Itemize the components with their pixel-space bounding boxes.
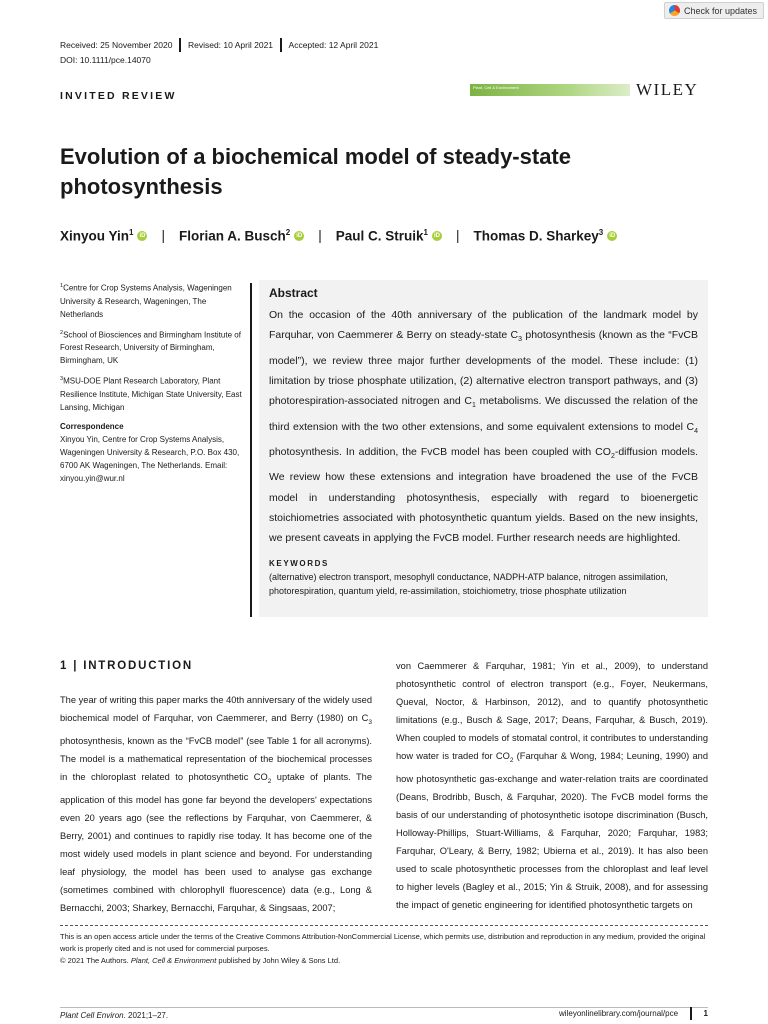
doi[interactable]: DOI: 10.1111/pce.14070 [60, 55, 151, 65]
author[interactable]: Florian A. Busch$^2$ [178, 228, 291, 244]
affiliations [60, 280, 245, 485]
keywords-heading: KEYWORDS [269, 558, 329, 568]
author[interactable]: Paul C. Struik$^1$ [335, 228, 428, 244]
author-separator: | [161, 228, 165, 244]
check-for-updates-button[interactable] [664, 2, 764, 19]
affiliation: $^1$Centre for Crop Systems Analysis, Wageningen University & Research, Wageningen, The Netherlands [60, 283, 232, 319]
license-text: This is an open access article under the terms of the Creative Commons Attribution-NonCommercial License, which permits use, distribution and reproduction in any medium, provided the original work is properly cited and is not used for commercial purposes. [60, 932, 706, 953]
author[interactable]: Xinyou Yin$^1$ [60, 228, 134, 244]
author-list [60, 228, 617, 244]
correspondence-heading: Correspondence [60, 421, 124, 431]
article-type: INVITED REVIEW [60, 90, 177, 102]
author-separator: | [318, 228, 322, 244]
copyright-line: © 2021 The Authors. Plant, Cell & Environment published by John Wiley & Sons Ltd. [60, 956, 341, 965]
revised-date: Revised: 10 April 2021 [187, 40, 274, 50]
correspondence-text: Xinyou Yin, Centre for Crop Systems Analysis, Wageningen University & Research, P.O. Box 430, 6700 AK Wageningen, The Netherlands. Email: xinyou.yin@wur.nl [60, 434, 240, 483]
affiliation: $^3$MSU-DOE Plant Research Laboratory, Plant Resilience Institute, Michigan State University, East Lansing, Michigan [60, 376, 242, 412]
orcid-icon[interactable]: iD [296, 232, 303, 239]
orcid-icon[interactable]: iD [139, 232, 146, 239]
date-divider [280, 38, 282, 52]
check-for-updates-label: Check for updates [683, 5, 757, 16]
article-title: Evolution of a biochemical model of steady-state photosynthesis [60, 144, 571, 199]
section-heading-introduction: 1 | INTRODUCTION [60, 660, 193, 672]
publisher-logo: WILEY [636, 80, 699, 99]
footer-right [559, 1007, 708, 1020]
abstract-panel [259, 280, 708, 617]
body-column-left: The year of writing this paper marks the 40th anniversary of the widely used biochemical model of Farquhar, von Caemmerer, and Berry (1980) on $C_3$ photosynthesis, known as the “FvCB model” (see Table 1 for all acronyms). The model is a mathematical representation of the biochemical processes in the chloroplast related to photosynthetic $CO_2$ uptake of plants. The application of this model has gone far beyond the developers' expectations even 20 years ago (see the reflections by Farquhar, von Caemmerer, & Berry, 2001) and continues to rapidly rise today. It has become one of the most widely used models in plant science and beyond. For understanding leaf physiology, the model has been used to analyse gas exchange (sometimes combined with chlorophyll fluorescence) data (e.g., Long & Bernacchi, 2003; Sharkey, Bernacchi, Farquhar, & Singsaas, 2007; [60, 695, 372, 913]
journal-banner-logo [470, 84, 630, 96]
footer-citation: Plant Cell Environ. 2021;1–27. [60, 1011, 169, 1020]
abstract-divider [250, 283, 252, 617]
orcid-icon[interactable]: iD [433, 232, 440, 239]
author-separator: | [455, 228, 460, 244]
keywords-text: (alternative) electron transport, mesophyll conductance, NADPH-ATP balance, nitrogen assimilation, photorespiration, quantum yield, re-assimilation, stoichiometry, triose phosphate utilization [269, 571, 668, 597]
author[interactable]: Thomas D. Sharkey$^3$ [473, 228, 604, 244]
page-number: 1 [703, 1009, 708, 1018]
journal-url[interactable]: wileyonlinelibrary.com/journal/pce [559, 1009, 679, 1018]
footer-separator [690, 1007, 692, 1020]
received-date: Received: 25 November 2020 [60, 40, 173, 50]
accepted-date: Accepted: 12 April 2021 [288, 40, 379, 50]
orcid-icon[interactable]: iD [609, 232, 616, 239]
journal-banner-text: Plant, Cell & Environment [473, 85, 519, 90]
article-dates [60, 38, 378, 52]
crossmark-icon [669, 5, 680, 16]
abstract-heading: Abstract [269, 286, 318, 300]
footnote-divider [60, 925, 708, 926]
body-column-right: von Caemmerer & Farquhar, 1981; Yin et al., 2009), to understand photosynthetic control of electron transport (e.g., Foyer, Neukermans, Queval, Noctor, & Harbinson, 2012), and to quantify photosynthetic limitations (e.g., Busch & Sage, 2017; Deans, Farquhar, & Busch, 2019). When coupled to models of stomatal control, it contributes to understanding how water is traded for $CO_2$ (Farquhar & Wong, 1984; Leuning, 1990) and how photosynthetic gas-exchange and water-relation traits are coordinated (Deans, Brodribb, Busch, & Farquhar, 2020). The FvCB model forms the basis of our understanding of photosynthetic isotope discrimination (Busch, Holloway-Phillips, Stuart-Williams, & Farquhar, 2020; Farquhar, 1983; Farquhar, O'Leary, & Berry, 1982; Ubierna et al., 2019). It has also been used to scale photosynthetic processes from the chloroplast and leaf level to higher levels (Bagley et al., 2015; Yin & Struik, 2008), and for assessing the impact of genetic engineering for identified photosynthetic targets on [396, 661, 708, 910]
date-divider [179, 38, 181, 52]
affiliation: $^2$School of Biosciences and Birmingham Institute of Forest Research, University of Birmingham, Birmingham, UK [60, 329, 241, 366]
license-notice [60, 931, 720, 967]
abstract-text: On the occasion of the 40th anniversary of the publication of the landmark model by Farquhar, von Caemmerer & Berry on steady-state $C_3$ photosynthesis (known as the “FvCB model”), we review three major further developments of the model. These include: (1) limitation by triose phosphate utilization, (2) alternative electron transport pathways, and (3) photorespiration-associated nitrogen and $C_1$ metabolisms. We discussed the relation of the third extension with the two other extensions, and some equivalent extensions to model $C_4$ photosynthesis. In addition, the FvCB model has been coupled with $CO_2$-diffusion models. We review how these extensions and integration have broadened the use of the FvCB model in understanding photosynthesis, especially with regard to bioenergetic stoichiometries associated with photosynthetic quantum yields. Based on the new insights, we present caveats in applying the FvCB model. Further research needs are highlighted. [269, 309, 698, 545]
